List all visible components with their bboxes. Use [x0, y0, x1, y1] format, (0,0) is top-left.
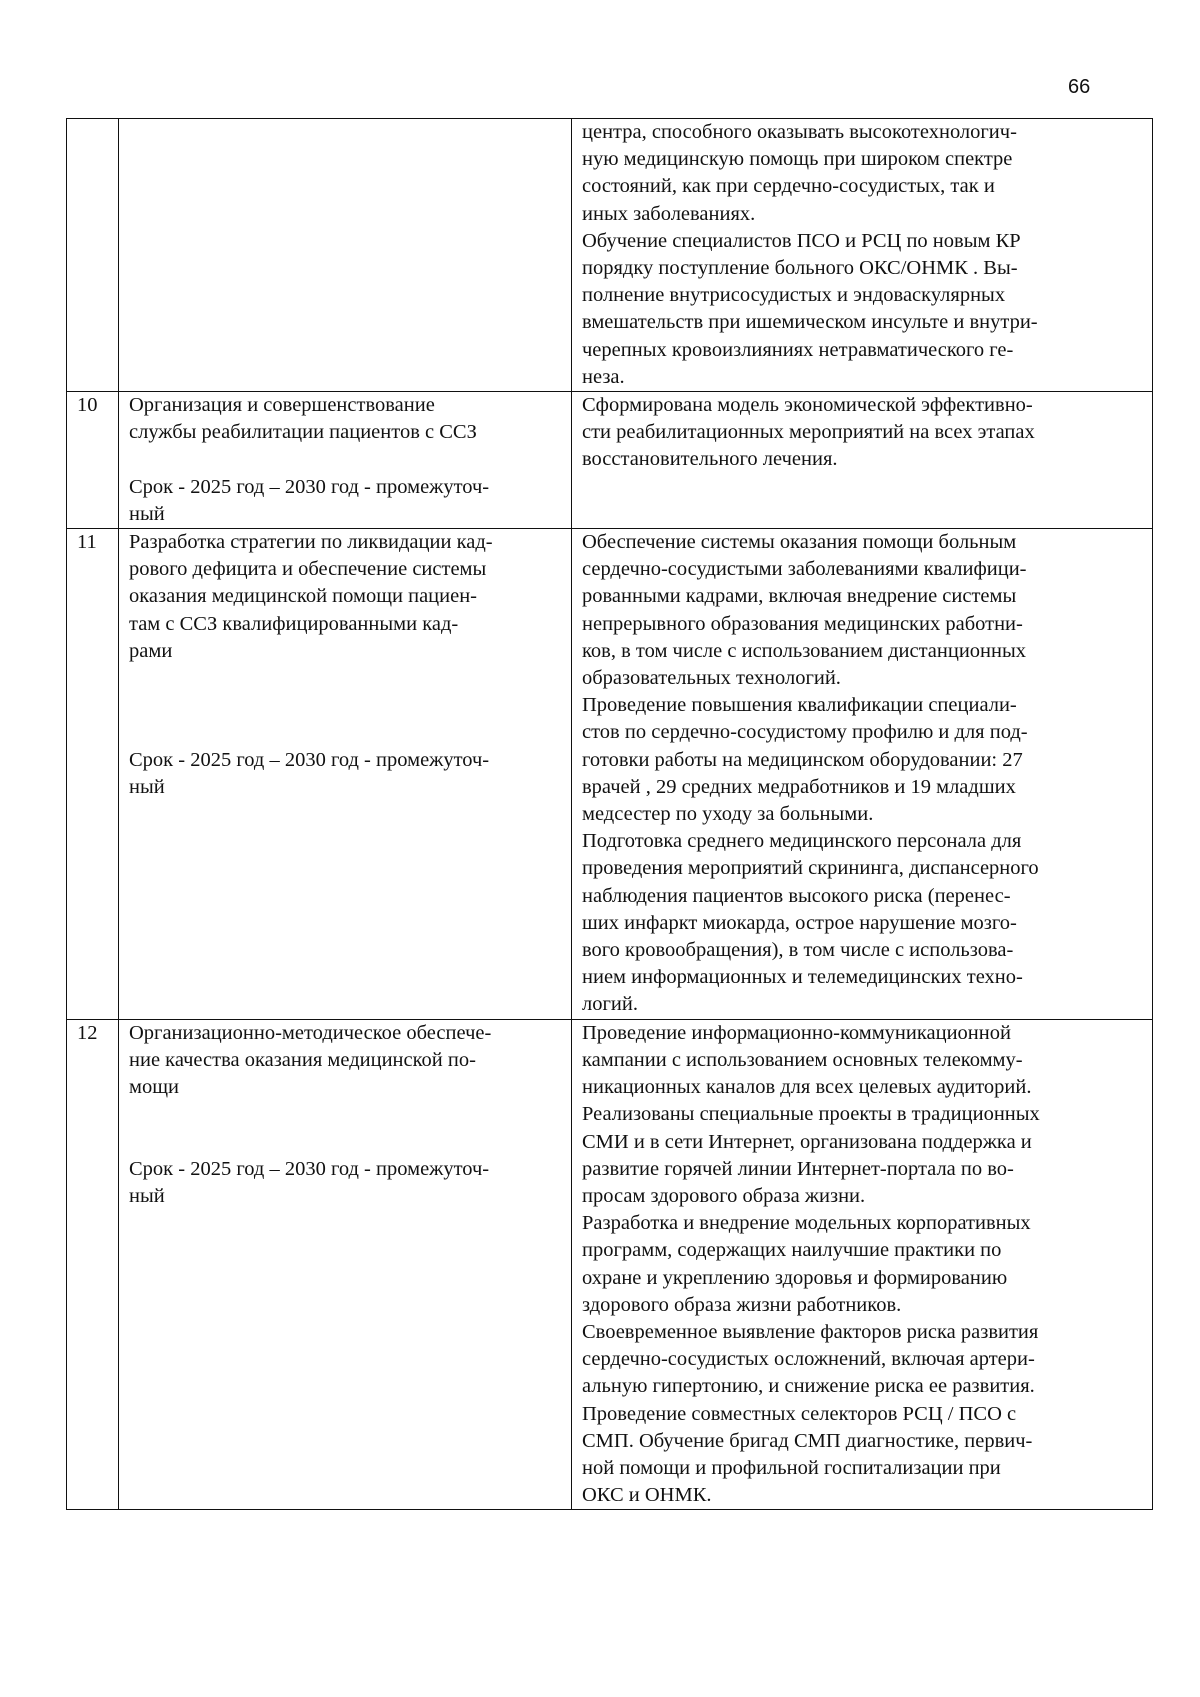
result-line: ков, в том числе с использованием дистанционных — [582, 639, 1027, 662]
result-line: Сформирована модель экономической эффективно- — [582, 394, 1033, 417]
result-line: сердечно-сосудистыми заболеваниями квалифици- — [582, 558, 1027, 581]
result-line: Обучение специалистов ПСО и РСЦ по новым КР — [582, 229, 1021, 252]
result-line: стов по сердечно-сосудистому профилю и для под- — [582, 721, 1028, 744]
result-line: Реализованы специальные проекты в традиционных — [582, 1103, 1040, 1126]
result-line: ОКС и ОНМК. — [582, 1484, 712, 1507]
result-line: рованными кадрами, включая внедрение системы — [582, 585, 1017, 608]
result-line: медсестер по уходу за больными. — [582, 803, 874, 826]
deadline-line: ный — [129, 502, 165, 525]
result-line: центра, способного оказывать высокотехнологич- — [582, 121, 1017, 143]
result-line: никационных каналов для всех целевых аудиторий. — [582, 1076, 1032, 1099]
task-cell — [119, 119, 572, 392]
task-line: рами — [129, 639, 173, 662]
result-line: альную гипертонию, и снижение риска ее развития. — [582, 1375, 1035, 1398]
deadline-line: ный — [129, 1184, 165, 1207]
result-line: логий. — [582, 993, 638, 1016]
deadline-line: Срок - 2025 год – 2030 год - промежуточ- — [129, 1157, 490, 1180]
result-line: черепных кровоизлияниях нетравматического ге- — [582, 338, 1014, 361]
result-line: программ, содержащих наилучшие практики по — [582, 1239, 1002, 1262]
task-cell — [119, 1019, 572, 1510]
table-row — [67, 119, 1153, 392]
row-number-cell — [67, 119, 119, 392]
task-line: ние качества оказания медицинской по- — [129, 1048, 476, 1071]
task-cell — [119, 529, 572, 1020]
result-cell — [572, 392, 1153, 529]
result-line: Обеспечение системы оказания помощи больным — [582, 531, 1017, 554]
page-number: 66 — [1068, 76, 1091, 98]
result-line: проведения мероприятий скрининга, диспансерного — [582, 857, 1039, 880]
result-line: ших инфаркт миокарда, острое нарушение мозго- — [582, 911, 1017, 934]
deadline-line: Срок - 2025 год – 2030 год - промежуточ- — [129, 748, 490, 771]
result-line: СМИ и в сети Интернет, организована поддержка и — [582, 1130, 1032, 1153]
result-line: Разработка и внедрение модельных корпоративных — [582, 1212, 1031, 1235]
result-line: развитие горячей линии Интернет-портала по во- — [582, 1157, 1014, 1180]
result-line: неза. — [582, 365, 625, 388]
row-number-cell: 11 — [67, 529, 119, 1020]
result-line: Подготовка среднего медицинского персонала для — [582, 830, 1022, 853]
result-line: Проведение информационно-коммуникационной — [582, 1021, 1011, 1044]
result-line: состояний, как при сердечно-сосудистых, так и — [582, 175, 995, 198]
result-line: Проведение совместных селекторов РСЦ / ПСО с — [582, 1402, 1017, 1425]
task-line: службы реабилитации пациентов с ССЗ — [129, 421, 477, 444]
task-line: Разработка стратегии по ликвидации кад- — [129, 531, 493, 554]
result-cell — [572, 1019, 1153, 1510]
result-line: вмешательств при ишемическом инсульте и внутри- — [582, 311, 1038, 334]
table-row — [67, 1019, 1153, 1510]
task-line: мощи — [129, 1076, 179, 1099]
result-line: охране и укреплению здоровья и формированию — [582, 1266, 1008, 1289]
result-line: просам здорового образа жизни. — [582, 1184, 866, 1207]
result-line: врачей , 29 средних медработников и 19 младших — [582, 775, 1016, 798]
task-line: оказания медицинской помощи пациен- — [129, 585, 478, 608]
result-line: ную медицинскую помощь при широком спектре — [582, 148, 1013, 171]
row-number-cell: 10 — [67, 392, 119, 529]
task-line: там с ССЗ квалифицированными кад- — [129, 612, 459, 635]
result-line: Проведение повышения квалификации специали- — [582, 694, 1017, 717]
result-line: СМП. Обучение бригад СМП диагностике, первич- — [582, 1429, 1033, 1452]
deadline-line: ный — [129, 775, 165, 798]
deadline-line: Срок - 2025 год – 2030 год - промежуточ- — [129, 475, 490, 498]
result-line: ной помощи и профильной госпитализации при — [582, 1456, 1001, 1479]
result-line: кампании с использованием основных телекомму- — [582, 1048, 1023, 1071]
result-line: Своевременное выявление факторов риска развития — [582, 1320, 1039, 1343]
task-line: Организация и совершенствование — [129, 394, 435, 417]
result-line: сердечно-сосудистых осложнений, включая артери- — [582, 1348, 1035, 1371]
result-line: иных заболеваниях. — [582, 202, 756, 225]
result-line: образовательных технологий. — [582, 667, 841, 690]
task-line: Организационно-методическое обеспече- — [129, 1021, 492, 1044]
result-cell — [572, 529, 1153, 1020]
result-line: полнение внутрисосудистых и эндоваскулярных — [582, 284, 1006, 307]
measures-table — [66, 118, 1153, 1510]
result-cell — [572, 119, 1153, 392]
table-row — [67, 529, 1153, 1020]
result-line: нием информационных и телемедицинских техно- — [582, 966, 1023, 989]
result-line: наблюдения пациентов высокого риска (перенес- — [582, 884, 1011, 907]
result-line: здорового образа жизни работников. — [582, 1293, 902, 1316]
table-row — [67, 392, 1153, 529]
result-line: порядку поступление больного ОКС/ОНМК . Вы- — [582, 257, 1018, 280]
task-cell — [119, 392, 572, 529]
result-line: сти реабилитационных мероприятий на всех этапах — [582, 421, 1035, 444]
result-line: готовки работы на медицинском оборудовании: 27 — [582, 748, 1023, 771]
result-line: вого кровообращения), в том числе с использова- — [582, 939, 1014, 962]
result-line: восстановительного лечения. — [582, 448, 838, 471]
task-line: рового дефицита и обеспечение системы — [129, 558, 487, 581]
row-number-cell: 12 — [67, 1019, 119, 1510]
result-line: непрерывного образования медицинских работни- — [582, 612, 1023, 635]
